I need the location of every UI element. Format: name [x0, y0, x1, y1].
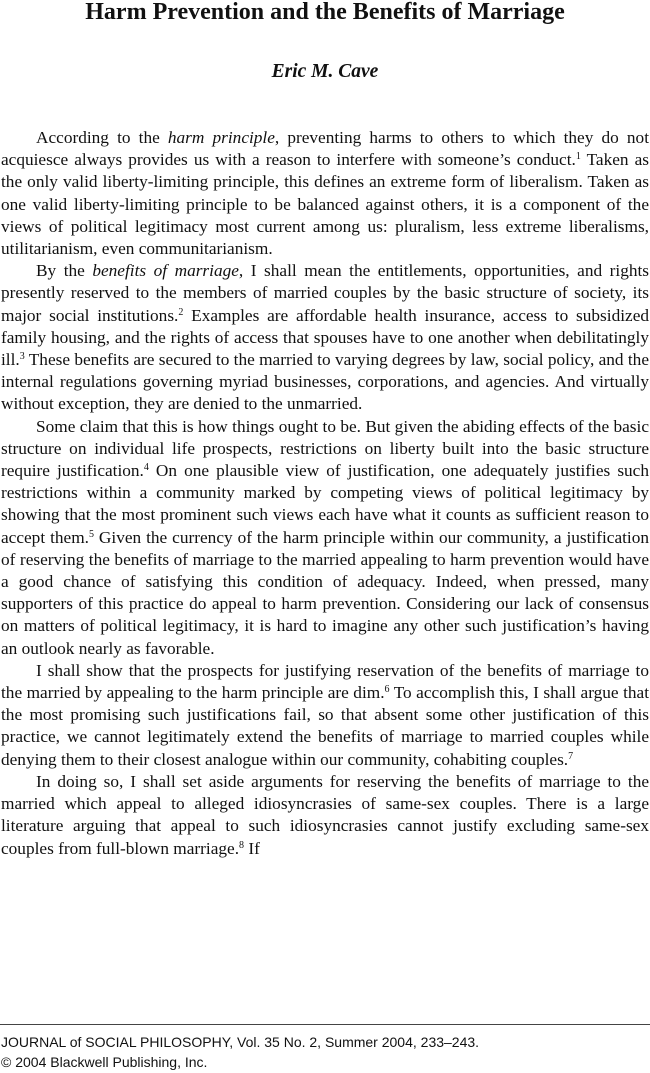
text-run: By the — [36, 261, 93, 281]
article-title: Harm Prevention and the Benefits of Marriage — [85, 0, 565, 25]
italic-term: benefits of marriage — [92, 261, 239, 281]
article-body — [1, 127, 649, 860]
paragraph — [1, 127, 649, 260]
paragraph — [1, 260, 649, 415]
footnote-marker: 3 — [19, 351, 25, 363]
text-run: Given the currency of the harm principle within our community, a justification of reserving the benefits of marriage to the married appealing to harm prevention would have a good chance of satisfying this condition of adequacy. Indeed, when pressed, many supporters of this practice do appeal to harm prevention. Considering our lack of consensus on matters of political legitimacy, it is hard to imagine any other such justification’s having an outlook nearly as favorable. — [1, 527, 650, 658]
text-run: To accomplish this, I shall argue that the most promising such justifications fail, so that absent some other justification of this practice, we cannot legitimately extend the benefits of marriage to married couples while denying them to their closest analogue within our community, cohabiting couples. — [1, 683, 649, 769]
paragraph — [1, 660, 649, 771]
text-run: Examples are affordable health insurance, access to subsidized family housing, and the rights of access that spouses have to one another when debilitatingly ill. — [1, 305, 650, 370]
text-run: These benefits are secured to the married to varying degrees by law, social policy, and the internal regulations governing myriad businesses, corporations, and agencies. And virtually without exception, they are denied to the unmarried. — [1, 350, 649, 414]
text-run: According to the — [36, 128, 168, 147]
footnote-marker: 7 — [568, 750, 574, 762]
italic-term: harm principle — [167, 128, 275, 147]
text-run: If — [244, 838, 260, 858]
footnote-marker: 8 — [239, 839, 245, 851]
paragraph — [1, 416, 649, 660]
footnote-marker: 1 — [575, 151, 581, 163]
paragraph — [1, 771, 649, 860]
copyright-notice: © 2004 Blackwell Publishing, Inc. — [1, 1054, 208, 1070]
article-author: Eric M. Cave — [271, 61, 379, 82]
text-run: , preventing harms to others to which they do not acquiesce always provides us with a reason to interfere with someone’s conduct. — [1, 128, 649, 170]
footnote-marker: 4 — [143, 462, 149, 474]
text-run: In doing so, I shall set aside arguments for reserving the benefits of marriage to the married which appeal to alleged idiosyncrasies of same-sex couples. There is a large literature arguing that appeal to such idiosyncrasies cannot justify excluding same-sex couples from full-blown marriage. — [1, 771, 649, 858]
text-run: , I shall mean the entitlements, opportunities, and rights presently reserved to the members of married couples by the basic structure of society, its major social institutions. — [1, 261, 649, 325]
footnote-marker: 2 — [178, 306, 184, 318]
text-run: Taken as the only valid liberty-limiting principle, this defines an extreme form of liberalism. Taken as one valid liberty-limiting principle to be balanced against others, it is a component of the views of political legitimacy most current among us: pluralism, less extreme liberalisms, utilitarianism, even communitarianism. — [1, 150, 649, 259]
journal-citation: JOURNAL of SOCIAL PHILOSOPHY, Vol. 35 No. 2, Summer 2004, 233–243. — [1, 1034, 480, 1050]
text-run: On one plausible view of justification, one adequately justifies such restrictions within a community marked by competing views of political legitimacy by showing that the most prominent such views each have what it counts as sufficient reason to accept them. — [1, 461, 649, 547]
footnote-marker: 6 — [384, 684, 390, 696]
text-run: I shall show that the prospects for justifying reservation of the benefits of marriage to the married by appealing to the harm principle are dim. — [1, 660, 649, 703]
text-run: Some claim that this is how things ought to be. But given the abiding effects of the basic structure on individual life prospects, restrictions on liberty built into the basic structure require justification. — [1, 416, 649, 481]
footer-divider — [0, 1024, 650, 1025]
footnote-marker: 5 — [88, 528, 94, 540]
